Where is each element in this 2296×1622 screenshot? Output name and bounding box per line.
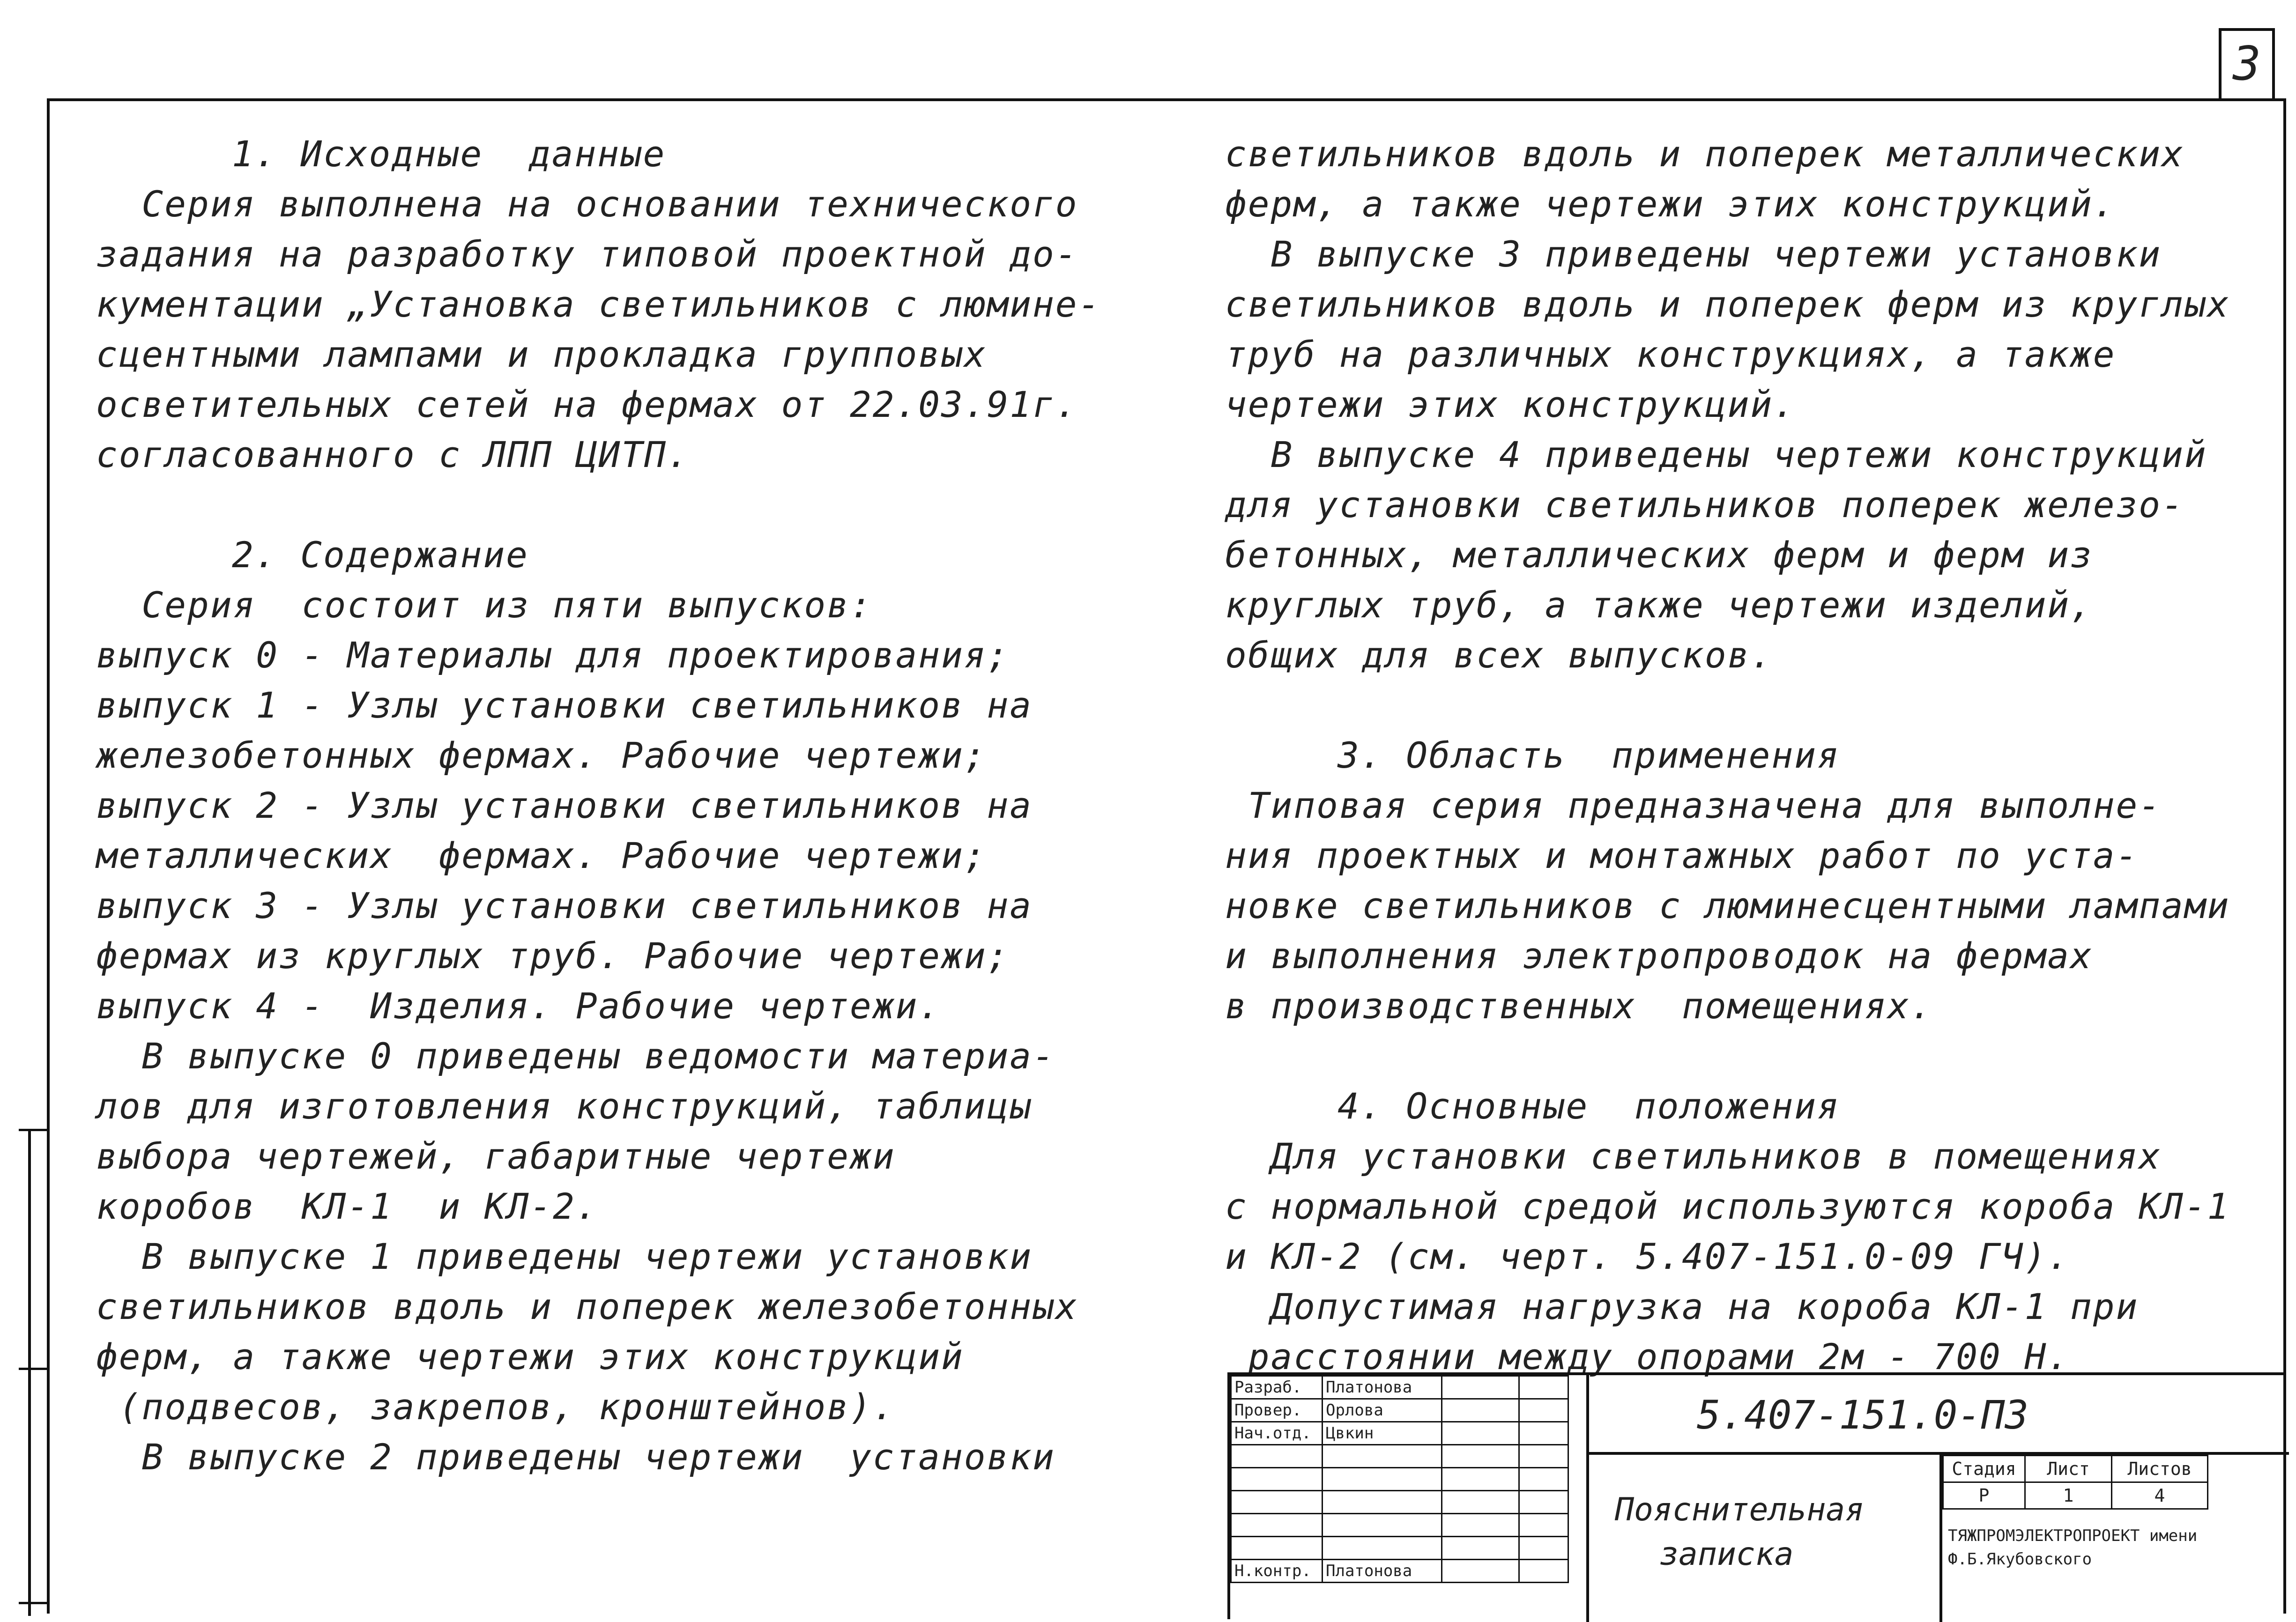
signature-table (1230, 1375, 1569, 1583)
date-cell (1519, 1399, 1568, 1422)
text-line: с нормальной средой используются короба КЛ-1 (1225, 1185, 2230, 1227)
text-line: светильников вдоль и поперек железобетонных (96, 1286, 1078, 1327)
right-text-column (1225, 129, 2232, 1382)
text-line: и выполнения электропроводок на фермах (1225, 935, 2093, 977)
date-cell (1519, 1376, 1568, 1399)
text-line: металлических фермах. Рабочие чертежи; (96, 835, 987, 876)
role-cell (1231, 1491, 1323, 1514)
text-line: (подвесов, закрепов, кронштейнов). (96, 1386, 896, 1428)
signature-cell (1442, 1422, 1519, 1445)
text-line: светильников вдоль и поперек ферм из круглых (1225, 283, 2230, 325)
table-row (1231, 1537, 1568, 1560)
spacer (1225, 1031, 2232, 1081)
name-cell: Платонова (1323, 1376, 1442, 1399)
binding-tick (19, 1129, 47, 1131)
organization-stamp: ТЯЖПРОМЭЛЕКТРОПРОЕКТ имени Ф.Б.Якубовского (1948, 1526, 2198, 1569)
text-line: Допустимая нагрузка на короба КЛ-1 при (1225, 1286, 2139, 1327)
table-row (1231, 1468, 1568, 1491)
text-line: осветительных сетей на фермах от 22.03.91г. (96, 384, 1078, 425)
text-line: светильников вдоль и поперек металлических (1225, 133, 2185, 175)
role-cell (1231, 1537, 1323, 1560)
heading-initial-data: 1. Исходные данные (232, 133, 666, 175)
text-line: выпуск 4 - Изделия. Рабочие чертежи. (96, 985, 941, 1027)
page-number: 3 (2219, 28, 2275, 98)
table-row (1231, 1445, 1568, 1468)
signature-cell (1442, 1399, 1519, 1422)
stage-header: Стадия (1943, 1456, 2025, 1482)
text-line: круглых труб, а также чертежи изделий, (1225, 584, 2093, 626)
role-cell (1231, 1468, 1323, 1491)
role-cell (1231, 1445, 1323, 1468)
role-cell (1231, 1514, 1323, 1537)
text-line: согласованного с ЛПП ЦИТП. (96, 434, 690, 475)
table-row (1943, 1456, 2208, 1482)
text-line: В выпуске 0 приведены ведомости материа- (96, 1035, 1055, 1077)
text-line: и КЛ-2 (см. черт. 5.407-151.0-09 ГЧ). (1225, 1236, 2070, 1277)
text-line: труб на различных конструкциях, а также (1225, 333, 2116, 375)
text-line: железобетонных фермах. Рабочие чертежи; (96, 734, 987, 776)
binding-tick (19, 1368, 47, 1370)
text-line: В выпуске 3 приведены чертежи установки (1225, 233, 2162, 275)
text-line: ферм, а также чертежи этих конструкций. (1225, 183, 2116, 225)
text-line: выпуск 0 - Материалы для проектирования; (96, 634, 1010, 676)
sheets-value: 4 (2112, 1482, 2208, 1509)
text-line: выпуск 2 - Узлы установки светильников на (96, 785, 1033, 826)
name-cell: Орлова (1323, 1399, 1442, 1422)
name-cell: Платонова (1323, 1560, 1442, 1583)
heading-contents: 2. Содержание (232, 534, 529, 576)
sheets-header: Листов (2112, 1456, 2208, 1482)
table-row (1231, 1491, 1568, 1514)
binding-margin-line (28, 1129, 31, 1616)
sheet-header: Лист (2025, 1456, 2112, 1482)
text-line: бетонных, металлических ферм и ферм из (1225, 534, 2093, 576)
text-line: для установки светильников поперек железо- (1225, 484, 2185, 526)
heading-main-provisions: 4. Основные положения (1337, 1085, 1840, 1127)
date-cell (1519, 1445, 1568, 1468)
document-designation: 5.407-151.0-ПЗ (1586, 1375, 2289, 1455)
date-cell (1519, 1422, 1568, 1445)
text-line: расстоянии между опорами 2м - 700 Н. (1225, 1336, 2070, 1378)
date-cell (1519, 1514, 1568, 1537)
table-row (1231, 1399, 1568, 1422)
document-title (1586, 1455, 1942, 1622)
document-title-line: записка (1659, 1536, 1794, 1573)
text-line: фермах из круглых труб. Рабочие чертежи; (96, 935, 1010, 977)
sheet-value: 1 (2025, 1482, 2112, 1509)
heading-application: 3. Область применения (1337, 734, 1840, 776)
table-row (1231, 1376, 1568, 1399)
name-cell (1323, 1445, 1442, 1468)
text-line: новке светильников с люминесцентными лампами (1225, 885, 2230, 926)
spacer (1225, 680, 2232, 730)
text-line: Серия состоит из пяти выпусков: (96, 584, 873, 626)
text-line: в производственных помещениях. (1225, 985, 1933, 1027)
name-cell (1323, 1468, 1442, 1491)
table-row (1231, 1422, 1568, 1445)
table-row (1231, 1560, 1568, 1583)
text-line: общих для всех выпусков. (1225, 634, 1774, 676)
signature-cell (1442, 1491, 1519, 1514)
date-cell (1519, 1560, 1568, 1583)
stage-sheet-table (1942, 1455, 2208, 1510)
date-cell (1519, 1537, 1568, 1560)
role-cell: Нач.отд. (1231, 1422, 1323, 1445)
text-line: В выпуске 4 приведены чертежи конструкций (1225, 434, 2207, 475)
left-text-column (96, 129, 1101, 1482)
signature-cell (1442, 1468, 1519, 1491)
text-line: выпуск 3 - Узлы установки светильников на (96, 885, 1033, 926)
role-cell: Н.контр. (1231, 1560, 1323, 1583)
signature-cell (1442, 1560, 1519, 1583)
signature-cell (1442, 1514, 1519, 1537)
title-block (1227, 1372, 2286, 1619)
stage-value: Р (1943, 1482, 2025, 1509)
text-line: ферм, а также чертежи этих конструкций (96, 1336, 964, 1378)
date-cell (1519, 1468, 1568, 1491)
binding-tick (19, 1602, 47, 1604)
text-line: задания на разработку типовой проектной до- (96, 233, 1078, 275)
signature-cell (1442, 1445, 1519, 1468)
text-line: Серия выполнена на основании технического (96, 183, 1078, 225)
text-line: Для установки светильников в помещениях (1225, 1135, 2162, 1177)
text-line: выбора чертежей, габаритные чертежи (96, 1135, 896, 1177)
table-row (1943, 1482, 2208, 1509)
spacer (96, 480, 1089, 530)
text-line: ния проектных и монтажных работ по уста- (1225, 835, 2139, 876)
role-cell: Разраб. (1231, 1376, 1323, 1399)
text-line: коробов КЛ-1 и КЛ-2. (96, 1185, 599, 1227)
text-line: лов для изготовления конструкций, таблицы (96, 1085, 1033, 1127)
text-line: В выпуске 1 приведены чертежи установки (96, 1236, 1033, 1277)
table-row (1231, 1514, 1568, 1537)
document-title-line: Пояснительная (1615, 1491, 1865, 1528)
signature-cell (1442, 1537, 1519, 1560)
name-cell (1323, 1491, 1442, 1514)
text-line: выпуск 1 - Узлы установки светильников на (96, 684, 1033, 726)
signature-cell (1442, 1376, 1519, 1399)
name-cell (1323, 1514, 1442, 1537)
text-line: В выпуске 2 приведены чертежи установки (96, 1436, 1055, 1478)
role-cell: Провер. (1231, 1399, 1323, 1422)
date-cell (1519, 1491, 1568, 1514)
text-line: сцентными лампами и прокладка групповых (96, 333, 987, 375)
text-line: кументации „Установка светильников с люмине- (96, 283, 1101, 325)
text-line: Типовая серия предназначена для выполне- (1225, 785, 2162, 826)
name-cell (1323, 1537, 1442, 1560)
name-cell: Цвкин (1323, 1422, 1442, 1445)
text-line: чертежи этих конструкций. (1225, 384, 1796, 425)
